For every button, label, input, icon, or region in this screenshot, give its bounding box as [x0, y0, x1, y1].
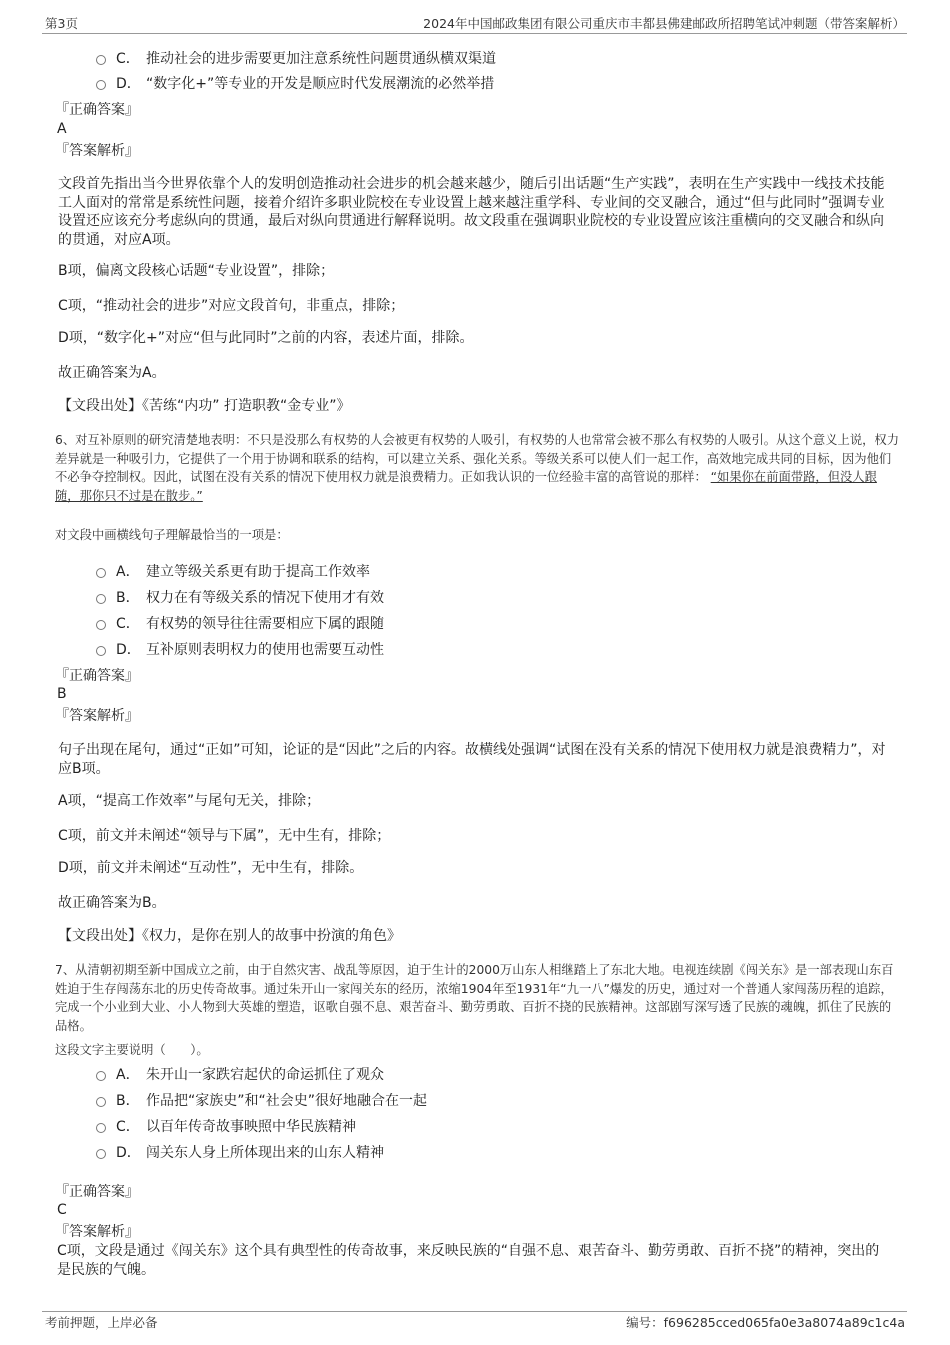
- analysis-note: B项，偏离文段核心话题“专业设置”，排除；: [58, 263, 335, 279]
- radio-icon[interactable]: [96, 646, 106, 656]
- radio-icon[interactable]: [96, 55, 106, 65]
- source: 【文段出处】《苦练“内功” 打造职教“金专业”》: [58, 398, 351, 414]
- analysis-note: D项，前文并未阐述“互动性”，无中生有，排除。: [58, 860, 364, 876]
- answer-heading: 『正确答案』: [55, 668, 139, 684]
- analysis-heading: 『答案解析』: [55, 1224, 139, 1240]
- analysis-heading: 『答案解析』: [55, 143, 139, 159]
- question-prompt: 这段文字主要说明（ ）。: [55, 1043, 209, 1057]
- radio-icon[interactable]: [96, 1097, 106, 1107]
- option-text: 朱开山一家跌宕起伏的命运抓住了观众: [146, 1067, 384, 1083]
- question-stem: 7、从清朝初期至新中国成立之前，由于自然灾害、战乱等原因，迫于生计的2000万山东人相继踏上了东北大地。电视连续剧《闯关东》是一部表现山东百姓迫于生存闯荡东北的历史传奇故事。通过朱开山一家闯关东的经历，浓缩1904年至1931年“九一八”爆发的历史，通过对一个普通人家闯荡历程的追踪，完成一个小业到大业、小人物到大英雄的塑造，讴歌自强不息、艰苦奋斗、勤劳勇敢、百折不挠的民族精神。这部剧写深写透了民族的魂魄，抓住了民族的品格。: [55, 963, 894, 1033]
- answer-heading: 『正确答案』: [55, 1184, 139, 1200]
- radio-icon[interactable]: [96, 594, 106, 604]
- footer-rule: [42, 1311, 907, 1312]
- analysis-note: C项，前文并未阐述“领导与下属”，无中生有，排除；: [58, 828, 391, 844]
- q7-option-a[interactable]: [96, 1064, 384, 1084]
- option-label: B．: [116, 590, 140, 606]
- q7-option-b[interactable]: [96, 1090, 427, 1110]
- q6-option-d[interactable]: [96, 639, 384, 659]
- option-text: 建立等级关系更有助于提高工作效率: [146, 564, 370, 580]
- option-label: A．: [116, 564, 140, 580]
- analysis-note: C项，“推动社会的进步”对应文段首句，非重点，排除；: [58, 298, 405, 314]
- radio-icon[interactable]: [96, 620, 106, 630]
- q7-option-c[interactable]: [96, 1116, 356, 1136]
- q7-option-d[interactable]: [96, 1142, 384, 1162]
- option-text: 以百年传奇故事映照中华民族精神: [146, 1119, 356, 1135]
- q5-option-d[interactable]: [96, 73, 494, 93]
- radio-icon[interactable]: [96, 1123, 106, 1133]
- answer: B: [57, 686, 67, 702]
- option-text: 互补原则表明权力的使用也需要互动性: [146, 642, 384, 658]
- footer-slogan: 考前押题，上岸必备: [45, 1315, 158, 1330]
- analysis-note: D项，“数字化+”对应“但与此同时”之前的内容，表述片面，排除。: [58, 330, 474, 346]
- answer: C: [57, 1202, 67, 1218]
- radio-icon[interactable]: [96, 80, 106, 90]
- underlined-sentence: “如果你在前面带路，但没人跟随，那你只不过是在散步。”: [55, 470, 877, 503]
- radio-icon[interactable]: [96, 1071, 106, 1081]
- document-title: 2024年中国邮政集团有限公司重庆市丰都县佛建邮政所招聘笔试冲刺题（带答案解析）: [423, 16, 905, 31]
- page-number: 第3页: [45, 16, 78, 31]
- analysis-note: 故正确答案为B。: [58, 895, 166, 911]
- option-label: C．: [116, 616, 140, 632]
- option-label: C．: [116, 51, 140, 67]
- radio-icon[interactable]: [96, 568, 106, 578]
- answer: A: [57, 121, 67, 137]
- option-text: 权力在有等级关系的情况下使用才有效: [146, 590, 384, 606]
- option-text: 闯关东人身上所体现出来的山东人精神: [146, 1145, 384, 1161]
- option-label: D．: [116, 1145, 141, 1161]
- analysis-text: 文段首先指出当今世界依靠个人的发明创造推动社会进步的机会越来越少，随后引出话题“生产实践”，表明在生产实践中一线技术技能工人面对的常常是系统性问题，接着介绍许多职业院校在专业设置上越来越注重学科、专业间的交叉融合，通过“但与此同时”强调专业设置还应该充分考虑纵向的贯通，最后对纵向贯通进行解释说明。故文段重在强调职业院校的专业设置应该注重横向的交叉融合和纵向的贯通，对应A项。: [58, 176, 885, 248]
- source: 【文段出处】《权力，是你在别人的故事中扮演的角色》: [58, 928, 401, 944]
- q6-option-b[interactable]: [96, 587, 384, 607]
- document-id: 编号：f696285cced065fa0e3a8074a89c1c4a: [626, 1315, 905, 1330]
- analysis-note: 故正确答案为A。: [58, 365, 166, 381]
- option-text: 有权势的领导往往需要相应下属的跟随: [146, 616, 384, 632]
- option-label: D．: [116, 642, 141, 658]
- option-label: A．: [116, 1067, 140, 1083]
- answer-heading: 『正确答案』: [55, 102, 139, 118]
- option-label: B．: [116, 1093, 140, 1109]
- analysis-text: 句子出现在尾句，通过“正如”可知，论证的是“因此”之后的内容。故横线处强调“试图在没有关系的情况下使用权力就是浪费精力”，对应B项。: [58, 742, 886, 777]
- header-rule: [42, 33, 907, 34]
- radio-icon[interactable]: [96, 1149, 106, 1159]
- analysis-note: A项，“提高工作效率”与尾句无关，排除；: [58, 793, 321, 809]
- stem-text: 6、对互补原则的研究清楚地表明：不只是没那么有权势的人会被更有权势的人吸引，有权势的人也常常会被不那么有权势的人吸引。从这个意义上说，权力差异就是一种吸引力，它提供了一个用于协调和联系的结构，可以建立关系、强化关系。等级关系可以使人们一起工作，高效地完成共同的目标，因为他们不必争夺控制权。因此，试图在没有关系的情况下使用权力就是浪费精力。正如我认识的一位经验丰富的高管说的那样：: [55, 433, 900, 485]
- option-label: D．: [116, 76, 141, 92]
- option-label: C．: [116, 1119, 140, 1135]
- question-stem: [55, 431, 900, 505]
- option-text: 推动社会的进步需要更加注意系统性问题贯通纵横双渠道: [146, 51, 496, 67]
- analysis-heading: 『答案解析』: [55, 708, 139, 724]
- q5-option-c[interactable]: [96, 48, 496, 68]
- option-text: 作品把“家族史”和“社会史”很好地融合在一起: [146, 1093, 428, 1109]
- question-prompt: 对文段中画横线句子理解最恰当的一项是：: [55, 528, 289, 542]
- q6-option-c[interactable]: [96, 613, 384, 633]
- analysis-text: C项，文段是通过《闯关东》这个具有典型性的传奇故事，来反映民族的“自强不息、艰苦奋斗、勤劳勇敢、百折不挠”的精神，突出的是民族的气魄。: [57, 1243, 880, 1278]
- q6-option-a[interactable]: [96, 561, 370, 581]
- option-text: “数字化+”等专业的开发是顺应时代发展潮流的必然举措: [146, 76, 495, 92]
